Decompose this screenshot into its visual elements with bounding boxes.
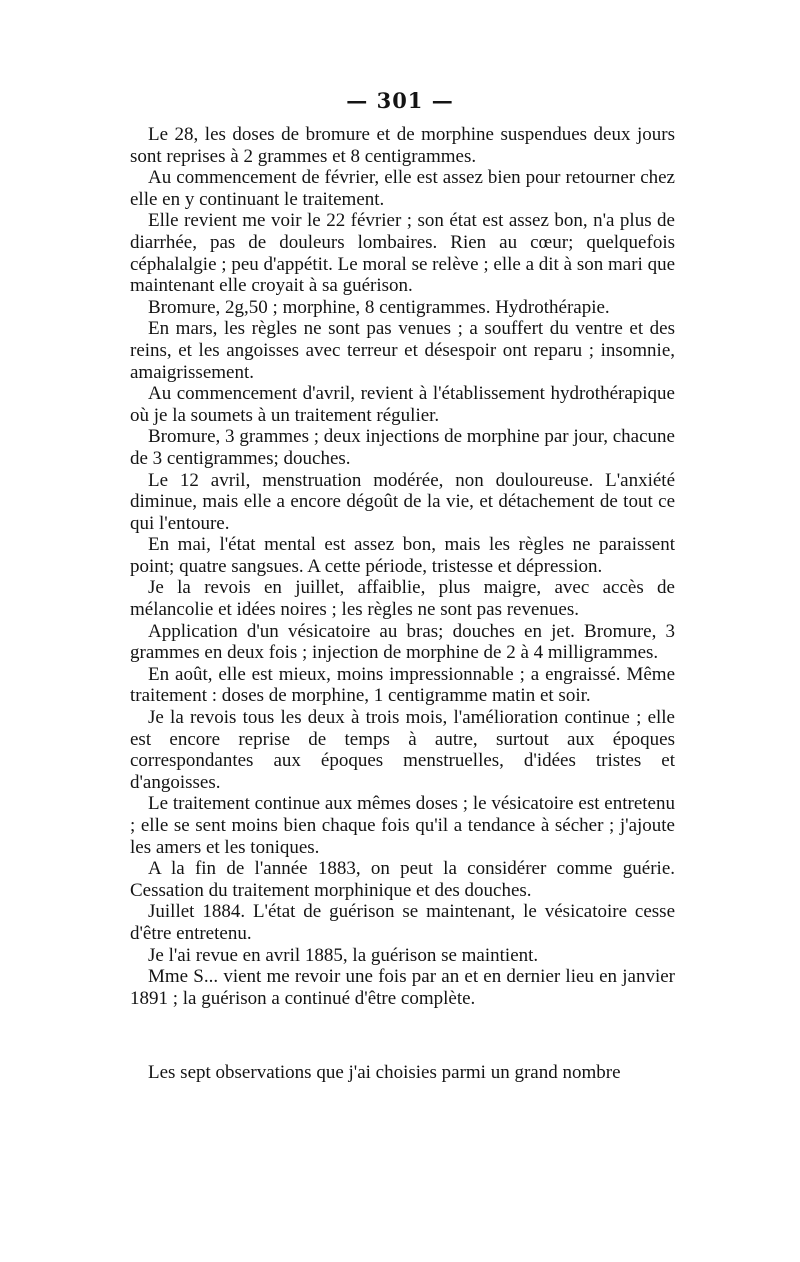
paragraph: Le 28, les doses de bromure et de morphine suspendues deux jours sont reprises à 2 grammes et 8 centigrammes. [130, 124, 675, 167]
case-report-text [130, 124, 675, 1009]
paragraph: Mme S... vient me revoir une fois par an et en dernier lieu en janvier 1891 ; la guérison a continué d'être complète. [130, 966, 675, 1009]
paragraph: Le 12 avril, menstruation modérée, non douloureuse. L'anxiété diminue, mais elle a encore dégoût de la vie, et détachement de tout ce qui l'entoure. [130, 469, 675, 534]
paragraph: A la fin de l'année 1883, on peut la considérer comme guérie. Cessation du traitement morphinique et des douches. [130, 858, 675, 901]
paragraph: Bromure, 2g,50 ; morphine, 8 centigrammes. Hydrothérapie. [148, 296, 610, 318]
paragraph: Application d'un vésicatoire au bras; douches en jet. Bromure, 3 grammes en deux fois ; injection de morphine de 2 à 4 milligrammes. [130, 620, 675, 664]
paragraph: Je la revois tous les deux à trois mois, l'amélioration continue ; elle est encore reprise de temps à autre, surtout aux époques correspondantes aux époques menstruelles, d'idées tristes et d'angoisses. [130, 707, 675, 793]
paragraph: Je l'ai revue en avril 1885, la guérison se maintient. [148, 944, 539, 966]
paragraph: Je la revois en juillet, affaiblie, plus maigre, avec accès de mélancolie et idées noires ; les règles ne sont pas revenues. [130, 577, 675, 621]
paragraph: En août, elle est mieux, moins impressionnable ; a engraissé. Même traitement : doses de morphine, 1 centigramme matin et soir. [130, 663, 675, 707]
closing-line: Les sept observations que j'ai choisies parmi un grand nombre [148, 1062, 621, 1083]
paragraph: Bromure, 3 grammes ; deux injections de morphine par jour, chacune de 3 centigrammes; douches. [130, 426, 675, 469]
paragraph: Au commencement d'avril, revient à l'établissement hydrothérapique où je la soumets à un traitement régulier. [130, 383, 675, 426]
page-number: — 301 — [346, 88, 454, 113]
paragraph: En mars, les règles ne sont pas venues ; a souffert du ventre et des reins, et les angoisses avec terreur et désespoir ont reparu ; insomnie, amaigrissement. [130, 318, 675, 383]
paragraph: Juillet 1884. L'état de guérison se maintenant, le vésicatoire cesse d'être entretenu. [130, 901, 675, 944]
paragraph: Elle revient me voir le 22 février ; son état est assez bon, n'a plus de diarrhée, pas de douleurs lombaires. Rien au cœur; quelquefois céphalalgie ; peu d'appétit. Le moral se relève ; elle a dit à son mari que maintenant elle croyait à sa guérison. [130, 210, 675, 297]
paragraph: Le traitement continue aux mêmes doses ; le vésicatoire est entretenu ; elle se sent moins bien chaque fois qu'il a tendance à sécher ; j'ajoute les amers et les toniques. [130, 793, 675, 858]
paragraph: Au commencement de février, elle est assez bien pour retourner chez elle en y continuant le traitement. [130, 167, 675, 210]
paragraph: En mai, l'état mental est assez bon, mais les règles ne paraissent point; quatre sangsues. A cette période, tristesse et dépression. [130, 534, 675, 577]
